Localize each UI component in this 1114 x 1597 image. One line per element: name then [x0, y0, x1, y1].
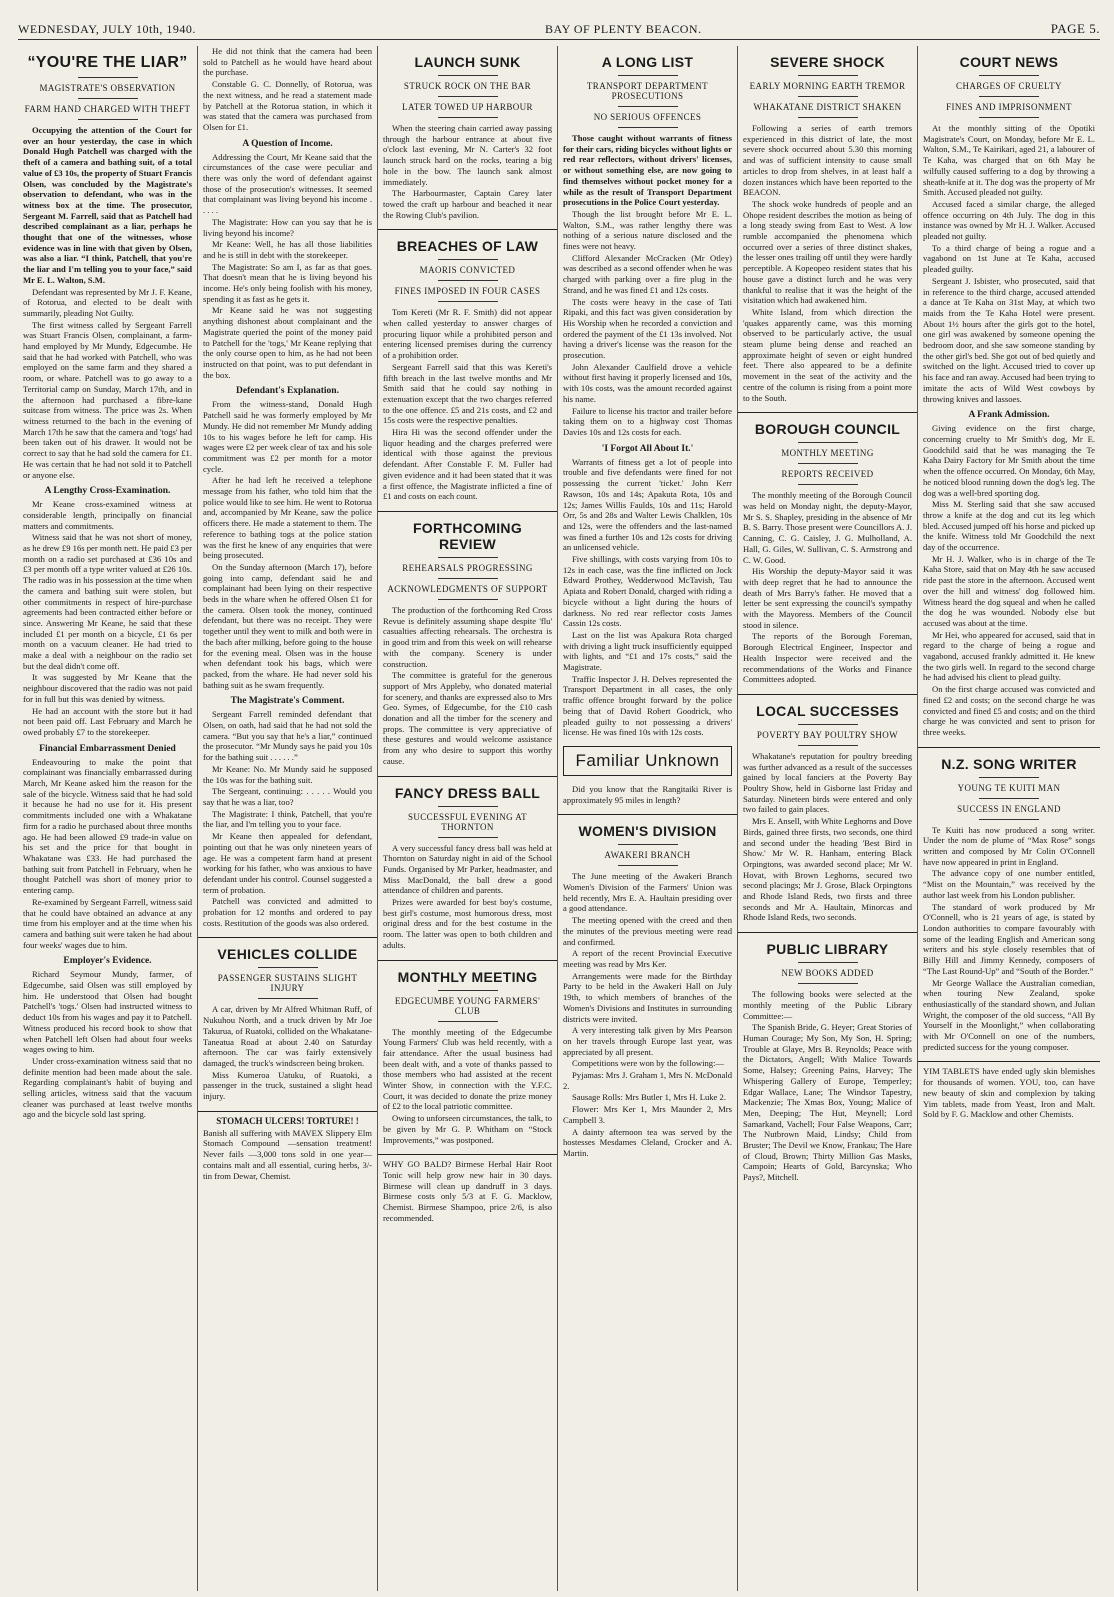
section-heading: Employer's Evidence.	[63, 956, 152, 967]
article-headline: PUBLIC LIBRARY	[766, 941, 889, 958]
divider	[438, 96, 498, 97]
paragraph: Giving evidence on the first charge, concerning cruelty to Mr Smith's dog, Mr E. Goodchild said that he was managing the Te Kaha Dairy Factory for Mr Smith about the time when the offence occurred. On Monday, 6th May, he noticed blood running down the dog's leg. The dog was a well-bred sporting dog.	[923, 423, 1095, 498]
article-headline: “YOU'RE THE LIAR”	[27, 54, 188, 71]
divider	[618, 865, 678, 866]
paragraph: Traffic Inspector J. H. Delves represented the Transport Department in all cases, the only traffic offence brought forward by the police being that of David Robert Goodrick, who pleaded guilty to not possessing a drivers' license. He was fined 10s with 12s costs.	[563, 673, 732, 738]
article-headline: MONTHLY MEETING	[397, 968, 538, 985]
divider	[798, 962, 858, 963]
paragraph: The shock woke hundreds of people and an Ohope resident describes the motion as being of a long steady swing from East to West. A low rumble accompanied the phenomena which occurred over a series of three distinct shakes, the lesser ones trailing off until they were hardly perceptible. A Kopeopeo resident states that his house gave a distinct lurch and he was very thankful to realise that it was the height of the visitation which had awakened him.	[743, 198, 912, 306]
divider	[78, 77, 138, 78]
paragraph: The Magistrate: So am I, as far as that goes. That doesn't mean that he is living beyond his income. He's only being foolish with his money, spending it as fast as he gets it.	[203, 261, 372, 304]
lead-paragraph: Occupying the attention of the Court for over an hour yesterday, the case in which Donald Hugh Patchell was charged with the theft of a camera and bathing suit, of a total value of £3 10s, the property of Stuart Francis Olsen, was concluded by the Magistrate's observation to defendant, who was in the witness box at the time. The prosecutor, Sergeant M. Farrell, said that as Patchell had described complainant as a liar, perhaps he thought that one of the witnesses, whose evidence was in line with that given by Olsen, was also a liar. “I think, Patchell, that you're the liar and I'm telling you to your face,” said Mr E. L. Walton, S.M.	[23, 125, 192, 285]
paragraph: When the steering chain carried away passing through the harbour entrance at about five o'clock last evening, Mr N. Carter's 32 foot launch struck hard on the rocks, tearing a big hole in the bow. The launch sank almost immediately.	[383, 123, 552, 187]
article-headline: VEHICLES COLLIDE	[217, 946, 358, 963]
article-subhead: EDGECUMBE YOUNG FARMERS' CLUB	[394, 995, 541, 1016]
paragraph: Accused faced a similar charge, the alleged offence occurring on 4th July. The dog in this instance was owned by Mr H. J. Walker. Accused pleaded not guilty.	[923, 198, 1095, 242]
article-subhead: MAORIS CONVICTED	[419, 265, 516, 276]
divider	[798, 117, 858, 118]
paragraph: The monthly meeting of the Edgecumbe Young Farmers' Club was held recently, with a fair attendance. After the usual business had been dealt with, and a vote of thanks passed to those members who had assisted at the recent Winter Show, in connection with the Y.F.C. Court, it was decided to donate the prize money of £2 to the local patriotic committee.	[383, 1026, 552, 1112]
article-subhead: ACKNOWLEDGMENTS OF SUPPORT	[387, 583, 548, 594]
paragraph: Following a series of earth tremors experienced in this district of late, the most severe shock occurred about 5.30 this morning and was of sufficient intensity to cause small articles to drop from shelves, in at least half a dozen instances which have been reported to the BEACON.	[743, 123, 912, 198]
article-headline: BOROUGH COUNCIL	[754, 421, 901, 438]
article-separator	[558, 814, 737, 815]
divider	[618, 127, 678, 128]
article-separator	[378, 511, 557, 512]
divider	[618, 844, 678, 845]
article-separator	[198, 1111, 377, 1112]
paragraph: Patchell was convicted and admitted to probation for 12 months and ordered to pay costs. Restitution of the goods was also ordered.	[203, 896, 372, 928]
section-heading: A Frank Admission.	[968, 410, 1050, 421]
paragraph: The advance copy of one number entitled, “Mist on the Mountain,” was received by the author last week from his London publisher.	[923, 868, 1095, 900]
article-separator	[378, 229, 557, 230]
paragraph: The meeting opened with the creed and then the minutes of the previous meeting were read and confirmed.	[563, 915, 732, 947]
paragraph: White Island, from which direction the 'quakes apparently came, was this morning observed to be particularly active, the usual steam plume being dense and reached an approximate height of seven or eight hundred feet. There also appeared to be a definite movement in the seat of the activity and the centre of the column is rising from a point more to the South.	[743, 306, 912, 403]
divider	[78, 119, 138, 120]
paragraph: A car, driven by Mr Alfred Whitman Ruff, of Nukuhou North, and a truck driven by Mr Joe Takurua, of Ruatoki, collided on the Whakatane-Taneatua Road at about 2.40 on Saturday afternoon. The car was fairly extensively damaged, the truck's windscreen being broken.	[203, 1004, 372, 1068]
paragraph: Tom Kereti (Mr R. F. Smith) did not appear when called yesterday to answer charges of procuring liquor while a prohibited person and entering licensed premises during the currency of a prohibition order.	[383, 307, 552, 361]
paragraph: The costs were heavy in the case of Tati Ripaki, and this fact was given consideration by His Worship when he recorded a conviction and ordered the payment of the £1 13s involved. Not having a driver's license was the reason for the prosecution.	[563, 296, 732, 361]
paragraph: His Worship the deputy-Mayor said it was with deep regret that he had to announce the death of Mrs Barry's father. He moved that a letter be sent expressing the council's sympathy with the Mayoress. Members of the Council stood in silence.	[743, 566, 912, 630]
divider	[438, 806, 498, 807]
column-1	[18, 46, 198, 1591]
paragraph: Re-examined by Sergeant Farrell, witness said that he could have obtained an advance at any time from his employer and at the time when his camera and bathing suit were taken he had about four weeks' wages due to him.	[23, 896, 192, 950]
divider	[438, 557, 498, 558]
paragraph: Mrs E. Ansell, with White Leghorns and Dove Birds, gained three firsts, two seconds, one third and second under the heading 'Best Bird in Show.' Mr W. R. Hanham, entering Black Orpingtons, was awarded second place; Mr W. Hovat, with Brown Leghorns, secured two second placings; Mr J. Grose, Black Orpingtons and Rhode Island Reds, two firsts and three seconds and Mr A. Haultain, Minorcas and Rhode Island Reds, two seconds.	[743, 816, 912, 923]
paragraph: Sausage Rolls: Mrs Butler 1, Mrs H. Luke 2.	[572, 1092, 726, 1103]
paragraph: Sergeant Farrell said that this was Kereti's fifth breach in the last twelve months and Mr Smith said that he could say nothing in extenuation except that the two charges referred to the one offence. £5 and 21s costs, and £2 and 15s costs were the respective penalties.	[383, 361, 552, 426]
divider	[438, 259, 498, 260]
paragraph: A dainty afternoon tea was served by the hostesses Mesdames Cleland, Crocker and A. Martin.	[563, 1126, 732, 1158]
article-headline: LAUNCH SUNK	[414, 54, 521, 70]
page-number: PAGE 5.	[1050, 21, 1100, 36]
article-subhead: FINES AND IMPRISONMENT	[946, 102, 1072, 112]
paragraph: Mr Keane: No. Mr Mundy said he supposed the 10s was for the bathing suit.	[203, 763, 372, 785]
divider	[979, 96, 1039, 97]
paragraph: After he had left he received a telephone message from his father, who told him that the police would like to see him. He went to Rotorua and, accompanied by Mr Keane, saw the police officers there. He made a statement to them. The reference to bathing togs at the police station was the first he knew of any enquiries that were being prosecuted.	[203, 475, 372, 561]
page-columns	[18, 46, 1100, 1591]
column-5	[738, 46, 918, 1591]
paragraph: The production of the forthcoming Red Cross Revue is definitely assuming shape despite 'flu' casualties affecting rehearsals. The orchestra is in good trim and from this week on will rehearse with the company. Scenery is under construction.	[383, 604, 552, 669]
article-separator	[378, 960, 557, 961]
divider	[258, 967, 318, 968]
divider	[438, 1021, 498, 1022]
paragraph: Mr H. J. Walker, who is in charge of the Te Kaha Store, said that on May 4th he saw accused ride past the store in the afternoon. Accused went over the hill and witness' dog followed him. Witness heard the dog squeal and when he called the dog he was wounded. Nobody else but accused was about at the time.	[923, 553, 1095, 628]
section-heading: Financial Embarrassment Denied	[39, 743, 176, 754]
divider	[438, 837, 498, 838]
paragraph: The Sergeant, continuing: . . . . . Would you say that he was a liar, too?	[203, 786, 372, 807]
paragraph: Miss Kumeroa Uatuku, of Ruatoki, a passenger in the truck, sustained a slight head injury.	[203, 1069, 372, 1102]
paragraph: Though the list brought before Mr E. L. Walton, S.M., was rather lengthy there was nothing of a serious nature disclosed and the fines were not heavy.	[563, 208, 732, 252]
article-subhead: POVERTY BAY POULTRY SHOW	[756, 729, 899, 740]
column-6	[918, 46, 1100, 1591]
lead-paragraph: Those caught without warrants of fitness for their cars, riding bicycles without lights or red rear reflectors, without drivers' licenses, or without something else, are now going to find themselves without pocket money for a while as the result of Transport Department prosecutions in the Police Court yesterday.	[563, 133, 732, 208]
paragraph: The following books were selected at the monthly meeting of the Public Library Committee:—	[743, 989, 912, 1021]
paragraph: Defendant was represented by Mr J. F. Keane, of Rotorua, and elected to be dealt with summarily, pleading Not Guilty.	[23, 286, 192, 318]
divider	[618, 106, 678, 107]
paragraph: The Harbourmaster, Captain Carey later towed the craft up harbour and beached it near the Rowing Club's pavilion.	[383, 188, 552, 220]
article-headline: FORTHCOMING REVIEW	[412, 519, 523, 552]
paragraph: The first witness called by Sergeant Farrell was Stuart Francis Olsen, complainant, a farm-hand employed by Mr Mundy, Edgecumbe. He said that he had worked with Patchell, who was employed on the same farm and they shared a room, or whare. Patchell was to go away to a Territorial camp on Sunday, March 17th, and in the afternoon had purchased a fibre-kane suitcase from witness. The price was 2s. When witness returned to the bach in the evening of March 17th he saw that the camera and 'togs' had been taken out of his drawer. It would not be correct to say that he had sold the camera for £1. He was certain that he had not sold it to Patchell or anyone else.	[23, 319, 192, 480]
article-subhead: SUCCESSFUL EVENING AT THORNTON	[407, 811, 528, 832]
paragraph: It was suggested by Mr Keane that the neighbour discovered that the radio was not paid for in full but this was denied by witness.	[23, 672, 192, 704]
article-subhead: MAGISTRATE'S OBSERVATION	[39, 83, 176, 93]
article-separator	[918, 1061, 1100, 1062]
paragraph: Addressing the Court, Mr Keane said that the circumstances of the case were peculiar and there was only the word of defendant against those of the prosecution's witnesses. It seemed that complainant was living beyond his income . . . . .	[203, 151, 372, 216]
issue-date: WEDNESDAY, JULY 10th, 1940.	[18, 22, 196, 36]
divider	[798, 484, 858, 485]
ad-headline: STOMACH ULCERS! TORTURE! !	[216, 1115, 359, 1126]
paragraph: A report of the recent Provincial Executive meeting was read by Mrs Ker.	[563, 948, 732, 969]
paragraph: Mr George Wallace the Australian comedian, when touring New Zealand, spoke enthusiastically of the standard shown, and Julian Wright, the composer of the old success, “All By Yourself in the Moonlight,” when collaborating with Mr O'Connell on one of the numbers, predicted success for the young composer.	[923, 977, 1095, 1052]
divider	[979, 819, 1039, 820]
divider	[979, 777, 1039, 778]
article-headline: BREACHES OF LAW	[396, 238, 539, 255]
paragraph: The Magistrate: How can you say that he is living beyond his income?	[203, 216, 372, 238]
article-subhead: NO SERIOUS OFFENCES	[593, 112, 702, 122]
article-headline: N.Z. SONG WRITER	[941, 755, 1077, 772]
divider	[979, 75, 1039, 76]
article-separator	[378, 776, 557, 777]
article-subhead: CHARGES OF CRUELTY	[956, 81, 1062, 91]
paragraph: Witness said that he was not short of money, as he drew £9 16s per month nett. He paid £3 per month on a radio set purchased at £36 10s and £3 per month off a type writer valued at £26 10s. The radio was in his possession at the time when the camera and bathing suit were stolen, but other commitments in respect of hire-purchase agreements had been contracted either before or since. Answering Mr Keane, he said that these included £1 per month on a bicycle, £1 6s per month on a vacuum cleaner. He had tried to make a deal with a neighbour on the radio set but the deal didn't come off.	[23, 532, 192, 671]
paragraph: He had an account with the store but it had not been paid off. Last February and March he owed probably £7 to the storekeeper.	[23, 705, 192, 737]
article-separator	[738, 412, 917, 413]
advertisement	[383, 1159, 552, 1223]
paragraph: Failure to license his tractor and trailer before taking them on to a highway cost Thomas Davies 10s and 12s costs for each.	[563, 405, 732, 437]
divider	[798, 75, 858, 76]
paragraph: Sergeant Farrell reminded defendant that Olsen, on oath, had said that he had not sold the camera. “But you say that he's a liar,” continued the prosecutor. “Mr Mundy says he paid you 10s for the bathing suit . . . . . .”	[203, 709, 372, 763]
divider	[618, 75, 678, 76]
divider	[438, 578, 498, 579]
article-headline: SEVERE SHOCK	[770, 54, 885, 70]
paragraph: Whakatane's reputation for poultry breeding was further advanced as a result of the successes gained by local fanciers at the Poverty Bay Poultry Show, held in Gisborne last Friday and Saturday. Nineteen birds were entered and only two failed to gain places.	[743, 750, 912, 815]
article-subhead: PASSENGER SUSTAINS SLIGHT INJURY	[217, 973, 358, 994]
article-subhead: FARM HAND CHARGED WITH THEFT	[24, 104, 191, 114]
paragraph: Five shillings, with costs varying from 10s to 12s in each case, was the fine inflicted on Jock Edward Prothey, Wedderwood McTavish, Tau Apiata and Robert Donald, charged with riding a bicycle without a light during the hours of darkness. No red rear reflector costs James Cassin 12s costs.	[563, 554, 732, 629]
article-headline: FANCY DRESS BALL	[394, 784, 541, 801]
paragraph: Under cross-examination witness said that no definite mention had been made about the sale. Regarding complainant's habit of buying and selling articles, witness said that the vacuum cleaner was purchased at least twelve months ago and the bicycle sold last spring.	[23, 1055, 192, 1120]
paragraph: Last on the list was Apakura Rota charged with driving a light truck insufficiently equipped with lights, and “£1 and 17s costs,” said the Magistrate.	[563, 629, 732, 673]
paragraph: He did not think that the camera had been sold to Patchell as he would have heard about the purchase.	[203, 46, 372, 78]
divider	[798, 983, 858, 984]
article-subhead: LATER TOWED UP HARBOUR	[402, 102, 533, 112]
article-separator	[738, 932, 917, 933]
paragraph: On the first charge accused was convicted and fined £2 and costs; on the second charge he was convicted and fined £5 and costs; and on the third charge he was convicted and sent to prison for three weeks.	[923, 684, 1095, 737]
paragraph: A very interesting talk given by Mrs Pearson on her travels through Europe last year, was appreciated by all present.	[563, 1025, 732, 1057]
paragraph: Did you know that the Rangitaiki River is approximately 95 miles in length?	[563, 783, 732, 805]
paragraph: Mr Hei, who appeared for accused, said that in regard to the charge of being a rogue and vagabond, accused frankly admitted it. He knew the two girls well. In regard to the second charge he had advised his client to plead guilty.	[923, 629, 1095, 683]
paragraph: Mr Keane then appealed for defendant, pointing out that he was only nineteen years of age. He was a competent farm hand at present working for his father, who was anxious to have defendant under his control. Counsel suggested a term of probation.	[203, 831, 372, 895]
paragraph: Mr Keane cross-examined witness at considerable length, principally on financial matters and commitments.	[23, 499, 192, 531]
column-4	[558, 46, 738, 1591]
article-headline: A LONG LIST	[601, 54, 694, 70]
ad-text: YIM TABLETS have ended ugly skin blemishes for thousands of women. YOU, too, can have new beauty of skin and complexion by taking Yim tablets, made from Yeast, Iron and Malt. Sold by F. G. Macklow and other Chemists.	[923, 1066, 1095, 1120]
article-subhead: MONTHLY MEETING	[781, 448, 874, 459]
divider	[438, 117, 498, 118]
paragraph: Prizes were awarded for best boy's costume, best girl's costume, most humorous dress, most original dress and for the best costume in the room. The latter was open to both children and adults.	[383, 897, 552, 950]
article-headline: COURT NEWS	[959, 54, 1059, 70]
paragraph: The standard of work produced by Mr O'Connell, who is 21 years of age, is stated by London authorities to compare favourably with some of the leading English and American song writers and his style closely resembles that of Billy Hill and Jimmy Kennedy, composers of “The Last Round-Up” and “South of the Border.”	[923, 901, 1095, 976]
paragraph: Competitions were won by the following:—	[572, 1058, 725, 1069]
paragraph: Miss M. Sterling said that she saw accused throw a knife at the dog and cut its leg which bled. Accused jumped off his horse and picked up the knife. Witness told Mr Goodchild the next day of the occurrence.	[923, 499, 1095, 553]
advertisement	[923, 1066, 1095, 1120]
article-subhead: REPORTS RECEIVED	[781, 469, 874, 480]
article-subhead: TRANSPORT DEPARTMENT PROSECUTIONS	[586, 81, 709, 101]
paragraph: John Alexander Caulfield drove a vehicle without first having it properly licensed and 10s, with 10s costs, was the amount recorded against his name.	[563, 361, 732, 404]
paragraph: Mr Keane said he was not suggesting anything dishonest about complainant and the Magistrate queried the point of the money paid to Patchell for the 'togs,' Mr Keane replying that the only course open to him, as he had not been instructed on that point, was to put defendant in the box.	[203, 305, 372, 380]
divider	[438, 75, 498, 76]
feature-box	[563, 746, 732, 776]
divider	[798, 463, 858, 464]
paragraph: Endeavouring to make the point that complainant was financially embarrassed during March, Mr Keane asked him the reason for the sale of the bicycle. Witness said that he had sold it because he had no use for it. His present commitments included one with a Whakatane firm for a radio he purchased about three months ago. He had been allowed £9 trade-in value on his set and the price for that bought in Whakatane was £33. He had purchased the bathing suit from Patchell in February, when he thought Patchell was short of money prior to entering camp.	[23, 756, 192, 896]
paragraph: Te Kuiti has now produced a song writer. Under the nom de plume of “Max Rose” songs written and composed by Mr Colin O'Connell have now appeared in print in England.	[923, 824, 1095, 867]
divider	[438, 280, 498, 281]
divider	[979, 117, 1039, 118]
article-separator	[738, 694, 917, 695]
article-headline: WOMEN'S DIVISION	[578, 823, 717, 840]
paragraph: Flower: Mrs Ker 1, Mrs Maunder 2, Mrs Campbell 3.	[563, 1104, 732, 1125]
section-heading: The Magistrate's Comment.	[230, 696, 345, 707]
divider	[258, 998, 318, 999]
divider	[798, 745, 858, 746]
paragraph: Warrants of fitness get a lot of people into trouble and five defendants were fined for not possessing the current 'ticket.' John Kerr Rawson, 10s and 14s; Apakuta Rota, 10s and 12s; James Willis Faulds, 10s and 11s; Harold Orr, 5s and 28s and Walter Lewis Chalklen, 10s and 12s, were the offenders and the last-named was fined a further 10s and 12s costs for driving an unlicensed vehicle.	[563, 456, 732, 553]
article-subhead: EARLY MORNING EARTH TREMOR	[749, 81, 906, 91]
divider	[798, 96, 858, 97]
section-heading: 'I Forgot All About It.'	[601, 443, 694, 454]
paragraph: On the Sunday afternoon (March 17), before going into camp, defendant said he and complainant had been lying on their respective beds in the whare when he offered Olsen £1 for the camera. Olsen took the money, continued defendant, but there was no receipt. They were together until they went to milk and both were in the bach after milking, before going to the house for the evening meal. Olsen was in the house when defendant took his bags, which were packed, from the whare. He had never sold his bathing suit as he swam frequently.	[203, 561, 372, 690]
divider	[979, 798, 1039, 799]
ad-text: Banish all suffering with MAVEX Slippery Elm Stomach Compound —sensation treatment! Never fails —3,000 tons sold in one year—contains malt and all essential, curing herbs, 3/- tin from Dewar, Chemist.	[203, 1127, 372, 1181]
paragraph: The Magistrate: I think, Patchell, that you're the liar, and I'm telling you to your face.	[203, 808, 372, 830]
article-subhead: YOUNG TE KUITI MAN	[957, 782, 1061, 793]
section-heading: A Question of Income.	[242, 138, 333, 149]
paragraph: Hira Hi was the second offender under the liquor heading and the charges preferred were identical with those against the previous defendant. After Constable F. M. Fuller had given evidence and it had been stated that it was a first offence, the Magistrate inflicted a fine of £1 and costs on each count.	[383, 427, 552, 502]
paragraph: Clifford Alexander McCracken (Mr Otley) was described as a second offender when he was charged with parking over a fire plug in the Strand, and he was fined £1 and 12s costs.	[563, 252, 732, 295]
feature-title: Familiar Unknown	[575, 750, 720, 770]
divider	[438, 990, 498, 991]
article-subhead: REHEARSALS PROGRESSING	[402, 562, 533, 573]
newspaper-title: BAY OF PLENTY BEACON.	[545, 22, 702, 36]
paragraph: Constable G. C. Donnelly, of Rotorua, was the next witness, and he read a statement made by Patchell at the Rotorua station, in which it was stated that the camera was purchased from Olsen for £1.	[203, 79, 372, 132]
paragraph: Richard Seymour Mundy, farmer, of Edgecumbe, said Olsen was still employed by him. He understood that Olsen had bought Patchell's 'togs.' Olsen had instructed witness to deduct 10s from his wages and pay it to Patchell. Witness produced his record book to show that when Patchell left Olsen had about four weeks wages owing to him.	[23, 969, 192, 1055]
paragraph: The reports of the Borough Foreman, Borough Electrical Engineer, Inspector and Health Inspector were received and the recommendations of the Works and Finance Committees adopted.	[743, 631, 912, 685]
paragraph: Sergeant J. Isbister, who prosecuted, said that in reference to the third charge, accused attended a dance at Te Kaha on 31st May, at which two maids from the Te Kaha Hotel were present. About 1½ hours after the girls got to the hotel, one girl was awakened by someone opening the bedroom door, and she saw someone standing by the other girl's bed. She got out of bed quietly and switched on the light. Accused tried to cover up his face and ran away. Accused had been trying to imitate the acts of Wild West cowboys by throwing knives and lassoes.	[923, 275, 1095, 404]
paragraph: Pyjamas: Mrs J. Graham 1, Mrs N. McDonald 2.	[563, 1070, 732, 1091]
article-subhead: SUCCESS IN ENGLAND	[957, 803, 1061, 814]
paragraph: Mr Keane: Well, he has all those liabilities and he is still in debt with the storekeeper.	[203, 239, 372, 260]
advertisement	[203, 1116, 372, 1182]
divider	[438, 301, 498, 302]
divider	[438, 599, 498, 600]
divider	[78, 98, 138, 99]
divider	[798, 724, 858, 725]
article-subhead: STRUCK ROCK ON THE BAR	[403, 81, 532, 91]
article-headline: LOCAL SUCCESSES	[756, 702, 899, 719]
column-3	[378, 46, 558, 1591]
article-subhead: AWAKERI BRANCH	[604, 850, 691, 861]
paragraph: The committee is grateful for the generous support of Mrs Appleby, who donated material for scenery, and thanks are expressed also to Mrs Geo. Symes, of Edgecumbe, for the £10 cash donation and all the timber for the scenery and props. The committee is very appreciative of these gestures and would welcome assistance from any who desire to support this worthy cause.	[383, 670, 552, 766]
section-heading: Defendant's Explanation.	[236, 386, 339, 397]
article-subhead: NEW BOOKS ADDED	[781, 968, 874, 979]
paragraph: To a third charge of being a rogue and a vagabond on 1st June at Te Kaha, accused pleaded guilty.	[923, 242, 1095, 275]
paragraph: A very successful fancy dress ball was held at Thornton on Saturday night in aid of the School Funds. Organised by Mr Parker, headmaster, and Miss MacDonald, the ball drew a good attendance of children and parents.	[383, 842, 552, 896]
article-separator	[378, 1154, 557, 1155]
article-separator	[198, 937, 377, 938]
column-2	[198, 46, 378, 1591]
paragraph: The monthly meeting of the Borough Council was held on Monday night, the deputy-Mayor, Mr S. S. Shapley, presiding in the absence of Mr B. S. Barry. Those present were Councillors A. J. Canning, C. G. Caisley, J. G. Mulholland, A. Hall, G. Giles, W. Sullivan, C. S. Armstrong and C. W. Good.	[743, 490, 912, 565]
paragraph: From the witness-stand, Donald Hugh Patchell said he was formerly employed by Mr Mundy. He did not remember Mr Mundy adding 10s to his wages before he left for camp. His wages were £2 per week clear of tax and his sole commitment was £2 per month for a motor cycle.	[203, 399, 372, 474]
article-separator	[918, 747, 1100, 748]
paragraph: Owing to unforseen circumstances, the talk, to be given by Mr G. P. Whitham on “Stock Improvements,” was postponed.	[383, 1113, 552, 1145]
masthead	[18, 22, 1100, 40]
paragraph: Arrangements were made for the Birthday Party to be held in the Awakeri Hall on July 19th, to which members of branches of the Women's Divisions and Institutes in surrounding districts were invited.	[563, 970, 732, 1024]
paragraph: The Spanish Bride, G. Heyer; Great Stories of Human Courage; My Son, My Son, H. Spring; Trouble at Glaye, Mrs B. Reynolds; Peace with the Dictators, Angell; With Malice Towards Some, Halsey; Greening Pains, Harvey; The Whispering Gallery of Europe, Temperley; Edgar Wallace, Lane; The Windsor Tapestry, Mackenzie; The Xmas Box, Young; Malice of Men, Deeping; The Hut, Meynell; Lord Samarkand, Vachell; Four False Weapons, Carr; The Nutbrown Maid, Lindsy; Child from Bruster; The Devil we Know, Frankau; The Hare of Cloud, Brown; Thirty Million Gas Masks, Campoin; Hearts of Gold, Barcynska; Who Pays?, Mitchell.	[743, 1022, 912, 1183]
paragraph: The June meeting of the Awakeri Branch Women's Division of the Farmers' Union was held recently, Mrs E. A. Haultain presiding over a good attendance.	[563, 871, 732, 914]
section-heading: A Lengthy Cross-Examination.	[44, 486, 171, 497]
paragraph: At the monthly sitting of the Opotiki Magistrate's Court, on Monday, before Mr E. L. Walton, S.M., Te Kairikari, aged 21, a labourer of Te Kaha, was charged that on 6th May he wilfully caused suffering to a dog by throwing a sheath-knife at it. The dog was the property of Mr Smith. Accused pleaded not guilty.	[923, 123, 1095, 198]
ad-text: WHY GO BALD? Birmese Herbal Hair Root Tonic will help grow new hair in 30 days. Birmese will clean up dandruff in 3 days. Birmese costs only 5/3 at F. G. Macklow, Chemist. Birmese Shampoo, price 2/6, is also recommended.	[383, 1159, 552, 1223]
divider	[798, 442, 858, 443]
article-subhead: FINES IMPOSED IN FOUR CASES	[394, 286, 541, 297]
article-subhead: WHAKATANE DISTRICT SHAKEN	[753, 102, 902, 112]
